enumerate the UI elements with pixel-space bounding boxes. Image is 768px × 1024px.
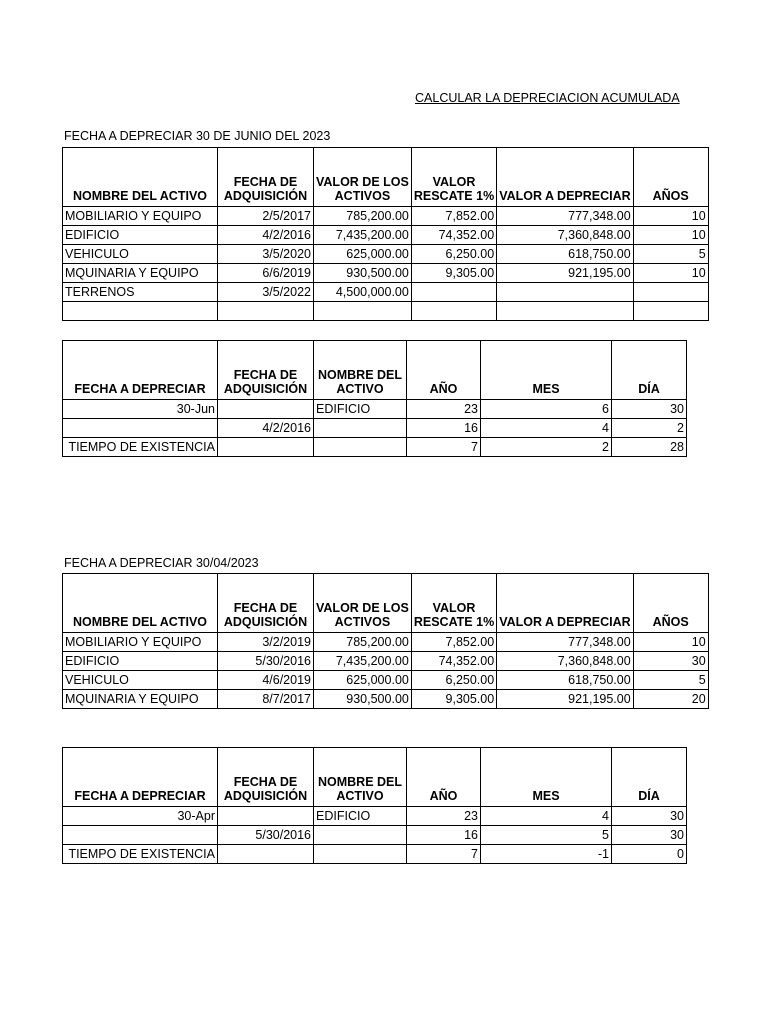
table-cell: MOBILIARIO Y EQUIPO — [63, 633, 218, 652]
table-cell: TIEMPO DE EXISTENCIA — [63, 845, 218, 864]
table-cell: 7,852.00 — [411, 207, 496, 226]
column-header-text: FECHA DE — [233, 368, 298, 382]
column-header — [218, 341, 314, 400]
table-cell: EDIFICIO — [63, 226, 218, 245]
table-cell: 10 — [633, 226, 708, 245]
table-cell: 777,348.00 — [497, 633, 634, 652]
table-row — [63, 652, 709, 671]
asset-table-june — [62, 147, 709, 321]
column-header-text: ADQUISICIÓN — [223, 382, 308, 396]
table-cell: 30 — [633, 652, 708, 671]
table-cell: 8/7/2017 — [218, 690, 314, 709]
time-table-june — [62, 340, 687, 457]
table-cell: 7,360,848.00 — [497, 226, 634, 245]
table-cell: 9,305.00 — [411, 264, 496, 283]
column-header-text: DÍA — [638, 382, 660, 396]
table-cell: 4/2/2016 — [218, 419, 314, 438]
column-header-text: ADQUISICIÓN — [223, 615, 308, 629]
table-cell: 74,352.00 — [411, 652, 496, 671]
page-title: CALCULAR LA DEPRECIACION ACUMULADA — [415, 91, 680, 105]
table-cell: -1 — [481, 845, 612, 864]
column-header-text: RESCATE 1% — [413, 615, 495, 629]
table-cell — [218, 845, 314, 864]
column-header — [481, 341, 612, 400]
column-header — [633, 574, 708, 633]
table-cell: 30 — [612, 400, 687, 419]
table-cell: 4 — [481, 419, 612, 438]
column-header-text: VALOR — [432, 601, 476, 615]
column-header-text: FECHA DE — [233, 601, 298, 615]
table-cell: 921,195.00 — [497, 264, 634, 283]
table-cell: 16 — [407, 826, 481, 845]
table-cell — [633, 302, 708, 321]
table-cell: 3/5/2022 — [218, 283, 314, 302]
table-cell — [218, 302, 314, 321]
table-cell: 5 — [633, 245, 708, 264]
table-row — [63, 400, 687, 419]
table-cell: 0 — [612, 845, 687, 864]
column-header — [218, 748, 314, 807]
column-header — [411, 148, 496, 207]
table-cell: EDIFICIO — [314, 400, 407, 419]
table-cell: 74,352.00 — [411, 226, 496, 245]
table-cell: 7 — [407, 845, 481, 864]
table-row — [63, 826, 687, 845]
column-header — [497, 148, 634, 207]
table-cell — [633, 283, 708, 302]
table-row — [63, 245, 709, 264]
column-header — [633, 148, 708, 207]
column-header-text: ACTIVO — [336, 382, 384, 396]
header-row — [63, 148, 709, 207]
column-header-text: ACTIVO — [336, 789, 384, 803]
table-cell — [497, 302, 634, 321]
column-header-text: VALOR A DEPRECIAR — [499, 615, 631, 629]
header-row — [63, 341, 687, 400]
table-row — [63, 438, 687, 457]
table-cell: TIEMPO DE EXISTENCIA — [63, 438, 218, 457]
column-header — [63, 748, 218, 807]
table-cell: 6,250.00 — [411, 245, 496, 264]
table-cell: 4/6/2019 — [218, 671, 314, 690]
table-cell: 6/6/2019 — [218, 264, 314, 283]
table-cell: 3/2/2019 — [218, 633, 314, 652]
table-cell: 10 — [633, 207, 708, 226]
table-row — [63, 671, 709, 690]
table-cell: 7 — [407, 438, 481, 457]
column-header-text: FECHA DE — [233, 175, 298, 189]
table-cell — [314, 826, 407, 845]
table-cell — [63, 419, 218, 438]
table-cell: 2 — [481, 438, 612, 457]
table-cell: 625,000.00 — [314, 671, 412, 690]
table-cell — [63, 302, 218, 321]
column-header-text: RESCATE 1% — [413, 189, 495, 203]
column-header-text: VALOR — [432, 175, 476, 189]
column-header — [314, 574, 412, 633]
table-row — [63, 690, 709, 709]
table-row — [63, 419, 687, 438]
table-cell: 10 — [633, 633, 708, 652]
table-cell: 785,200.00 — [314, 633, 412, 652]
table-cell: MQUINARIA Y EQUIPO — [63, 264, 218, 283]
table-row — [63, 226, 709, 245]
column-header-text: VALOR DE LOS — [316, 175, 409, 189]
table-cell: 23 — [407, 807, 481, 826]
table-cell: 23 — [407, 400, 481, 419]
column-header-text: NOMBRE DEL — [317, 368, 403, 382]
column-header-text: ADQUISICIÓN — [223, 189, 308, 203]
column-header — [314, 748, 407, 807]
column-header — [63, 341, 218, 400]
column-header-text: FECHA A DEPRECIAR — [74, 382, 206, 396]
table-cell: VEHICULO — [63, 671, 218, 690]
table-row — [63, 264, 709, 283]
table-cell: 7,435,200.00 — [314, 652, 412, 671]
table-cell: 5/30/2016 — [218, 826, 314, 845]
table-cell: VEHICULO — [63, 245, 218, 264]
column-header-text: ACTIVOS — [334, 615, 391, 629]
column-header — [314, 341, 407, 400]
table-cell: 4 — [481, 807, 612, 826]
column-header-text: ACTIVOS — [334, 189, 391, 203]
table-row — [63, 302, 709, 321]
table-cell — [314, 419, 407, 438]
header-row — [63, 748, 687, 807]
table-cell: 30 — [612, 807, 687, 826]
table-cell — [314, 302, 412, 321]
table-cell: MOBILIARIO Y EQUIPO — [63, 207, 218, 226]
table-cell: 6,250.00 — [411, 671, 496, 690]
column-header — [497, 574, 634, 633]
table-cell: 9,305.00 — [411, 690, 496, 709]
column-header — [63, 574, 218, 633]
table-cell: TERRENOS — [63, 283, 218, 302]
column-header — [612, 748, 687, 807]
table-cell: 3/5/2020 — [218, 245, 314, 264]
table-cell — [314, 845, 407, 864]
section2-caption: FECHA A DEPRECIAR 30/04/2023 — [64, 556, 259, 570]
table-cell: 785,200.00 — [314, 207, 412, 226]
table-row — [63, 845, 687, 864]
table-cell: 777,348.00 — [497, 207, 634, 226]
table-row — [63, 807, 687, 826]
table-row — [63, 283, 709, 302]
column-header — [411, 574, 496, 633]
table-cell: 5 — [481, 826, 612, 845]
table-cell: 30-Jun — [63, 400, 218, 419]
table-cell: 28 — [612, 438, 687, 457]
table-cell: 6 — [481, 400, 612, 419]
asset-table-april — [62, 573, 709, 709]
table-cell: 4,500,000.00 — [314, 283, 412, 302]
column-header — [407, 341, 481, 400]
table-cell: MQUINARIA Y EQUIPO — [63, 690, 218, 709]
column-header-text: AÑO — [429, 382, 458, 396]
table-cell — [218, 438, 314, 457]
table-cell: 4/2/2016 — [218, 226, 314, 245]
column-header-text: VALOR A DEPRECIAR — [499, 189, 631, 203]
table-cell: EDIFICIO — [314, 807, 407, 826]
table-cell: 16 — [407, 419, 481, 438]
table-cell — [63, 826, 218, 845]
table-cell: 20 — [633, 690, 708, 709]
table-cell — [218, 807, 314, 826]
table-cell: 30 — [612, 826, 687, 845]
column-header-text: NOMBRE DEL ACTIVO — [72, 615, 208, 629]
table-cell — [314, 438, 407, 457]
table-cell — [411, 302, 496, 321]
time-table-april — [62, 747, 687, 864]
table-cell: 921,195.00 — [497, 690, 634, 709]
column-header-text: AÑO — [429, 789, 458, 803]
column-header-text: DÍA — [638, 789, 660, 803]
column-header-text: MES — [532, 382, 560, 396]
table-cell: 5 — [633, 671, 708, 690]
column-header — [218, 148, 314, 207]
column-header — [612, 341, 687, 400]
column-header-text: ADQUISICIÓN — [223, 789, 308, 803]
table-cell: 618,750.00 — [497, 671, 634, 690]
table-cell — [218, 400, 314, 419]
column-header — [314, 148, 412, 207]
table-cell: 930,500.00 — [314, 264, 412, 283]
table-cell — [497, 283, 634, 302]
table-cell: EDIFICIO — [63, 652, 218, 671]
table-cell: 625,000.00 — [314, 245, 412, 264]
section1-caption: FECHA A DEPRECIAR 30 DE JUNIO DEL 2023 — [64, 129, 331, 143]
table-cell: 618,750.00 — [497, 245, 634, 264]
table-cell: 2 — [612, 419, 687, 438]
column-header-text: NOMBRE DEL ACTIVO — [72, 189, 208, 203]
table-cell: 7,360,848.00 — [497, 652, 634, 671]
column-header-text: NOMBRE DEL — [317, 775, 403, 789]
column-header — [63, 148, 218, 207]
column-header-text: VALOR DE LOS — [316, 601, 409, 615]
column-header-text: FECHA DE — [233, 775, 298, 789]
column-header-text: AÑOS — [652, 189, 689, 203]
table-cell: 2/5/2017 — [218, 207, 314, 226]
table-cell: 30-Apr — [63, 807, 218, 826]
table-cell — [411, 283, 496, 302]
table-row — [63, 633, 709, 652]
column-header — [218, 574, 314, 633]
table-cell: 7,852.00 — [411, 633, 496, 652]
column-header-text: MES — [532, 789, 560, 803]
column-header — [481, 748, 612, 807]
table-cell: 10 — [633, 264, 708, 283]
column-header-text: AÑOS — [652, 615, 689, 629]
header-row — [63, 574, 709, 633]
table-cell: 7,435,200.00 — [314, 226, 412, 245]
column-header — [407, 748, 481, 807]
table-cell: 5/30/2016 — [218, 652, 314, 671]
table-cell: 930,500.00 — [314, 690, 412, 709]
column-header-text: FECHA A DEPRECIAR — [74, 789, 206, 803]
table-row — [63, 207, 709, 226]
